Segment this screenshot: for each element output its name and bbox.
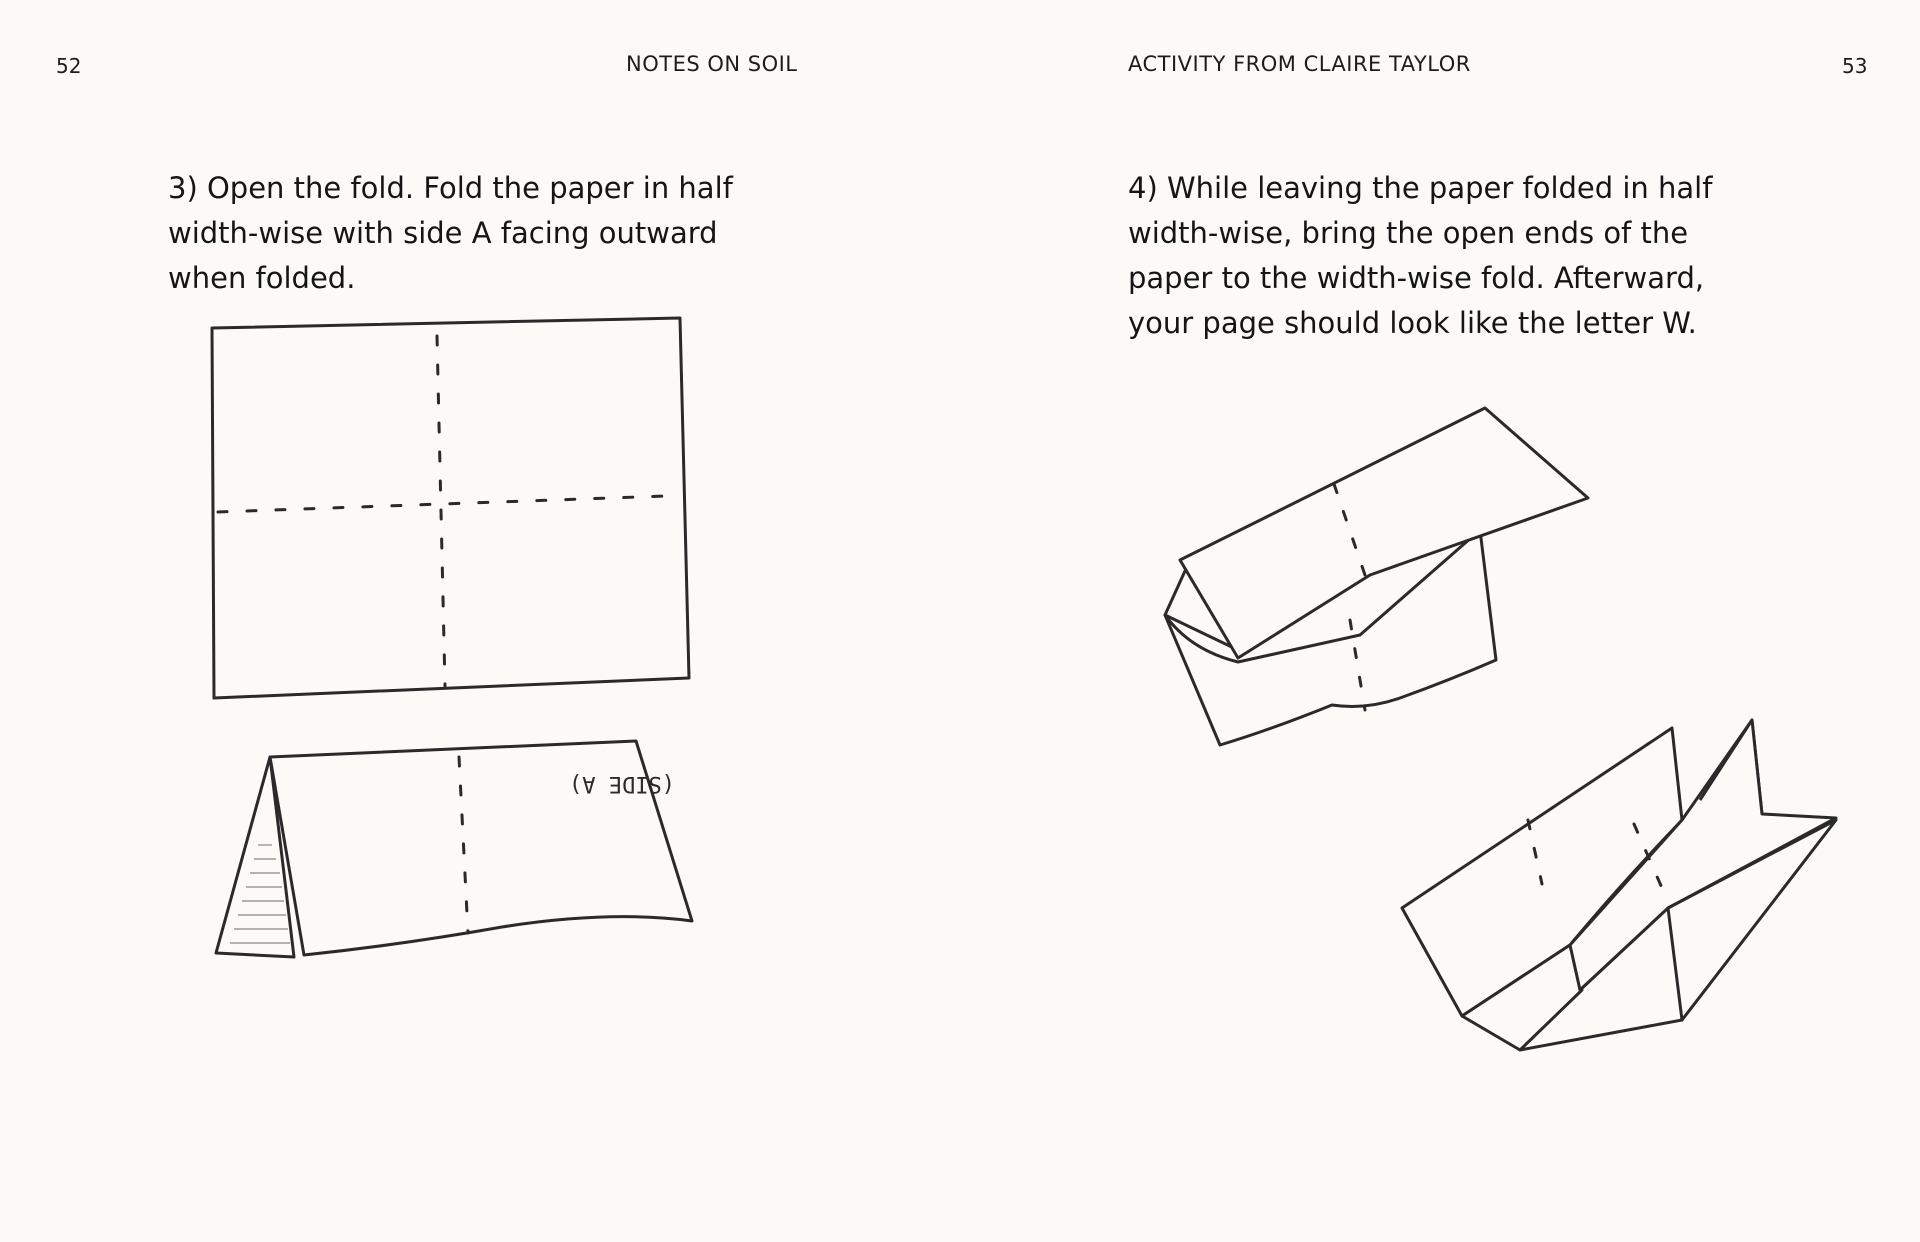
running-head: NOTES ON SOIL xyxy=(626,52,798,76)
paper-outline xyxy=(212,318,689,698)
instruction-line: 4) While leaving the paper folded in half xyxy=(1128,171,1713,205)
instruction-line: width-wise, bring the open ends of the xyxy=(1128,216,1689,250)
instruction-line: 3) Open the fold. Fold the paper in half xyxy=(168,171,733,205)
instruction-line: when folded. xyxy=(168,261,356,295)
instruction-line: paper to the width-wise fold. Afterward, xyxy=(1128,261,1705,295)
unfolded-paper-illustration xyxy=(200,300,700,720)
running-head: ACTIVITY FROM CLAIRE TAYLOR xyxy=(1128,52,1471,76)
page-number: 52 xyxy=(56,54,82,78)
instruction-step-3 xyxy=(168,166,733,301)
right-page xyxy=(960,0,1920,1242)
side-a-label: (SIDE A) xyxy=(569,771,675,796)
vertical-fold-line xyxy=(437,336,445,686)
instruction-line: width-wise with side A facing outward xyxy=(168,216,718,250)
page-number: 53 xyxy=(1842,54,1868,78)
instruction-step-4 xyxy=(1128,166,1712,346)
instruction-line: your page should look like the letter W. xyxy=(1128,306,1697,340)
folded-paper-illustration xyxy=(200,735,710,965)
w-fold-illustration xyxy=(1400,720,1860,1070)
